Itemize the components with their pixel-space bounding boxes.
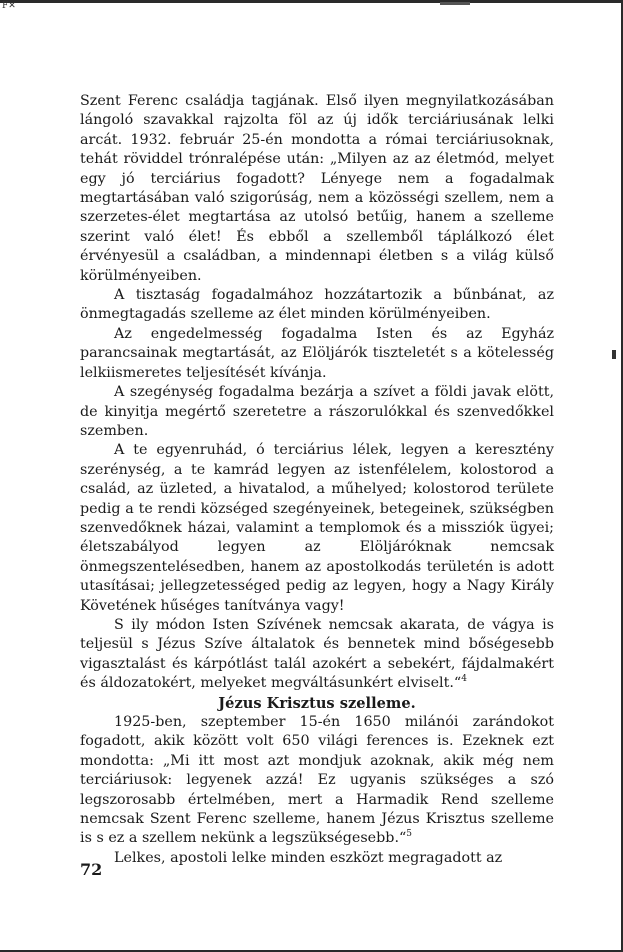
footnote-reference: 4 — [461, 674, 467, 685]
footnote-reference: 5 — [406, 829, 413, 840]
body-text — [80, 92, 554, 868]
paragraph: 1925-ben, szeptember 15-én 1650 milánói zarándokot fogadott, akik között volt 650 világi ferences is. Ezeknek ezt mondotta: „Mi itt most azt mondjuk azoknak, akik még nem terciáriusok: legyenek azzá! Ez ugyanis szükséges a szó legszorosabb értelmében, mert a Harmadik Rend szelleme nemcsak Szent Ferenc szelleme, hanem Jézus Krisztus szelleme is s ez a szellem nekünk a legszükségesebb.“$^5$ — [80, 714, 554, 847]
paragraph: A tisztaság fogadalmához hozzátartozik a bűnbánat, az önmegtagadás szelleme az élet minden körülményeiben. — [80, 287, 554, 323]
paragraph: Az engedelmesség fogadalma Isten és az Egyház parancsainak megtartását, az Elöljárók tiszteletét s a kötelesség lelkiismeretes teljesítését kívánja. — [80, 325, 554, 381]
paragraph: A szegénység fogadalma bezárja a szívet a földi javak elött, de kinyitja megértő szeretetre a rászorulókkal és szenvedőkkel szemben. — [80, 384, 554, 439]
paragraph: Lelkes, apostoli lelke minden eszközt megragadott az — [114, 849, 503, 866]
page-number: 72 — [80, 860, 103, 879]
paragraph: A te egyenruhád, ó terciárius lélek, legyen a keresztény szerénység, a te kamrád legyen az istenfélelem, kolostorod a család, az üzleted, a hivatalod, a műhelyed; kolostorod területe pedig a te rendi községed szegényeinek, betegeinek, szükségben szenvedőknek házai, valamint a templomok és a missziók ügyei; életszabályod legyen az Elöljáróknak nemcsak önmegszentelésedben, hanem az apostolkodás területén is adott utasításai; jellegzetességed pedig az legyen, hogy a Nagy Király Követének hűséges tanítványa vagy! — [80, 442, 554, 614]
corner-scan-mark: F✕ — [2, 1, 16, 11]
scan-smudge — [440, 2, 470, 5]
paragraph: Szent Ferenc családja tagjának. Első ilyen megnyilatkozásában lángoló szavakkal rajzolta föl az új idők terciáriusának lelki arcát. 1932. február 25-én mondotta a római terciáriusoknak, tehát röviddel trónralépése után: „Milyen az az életmód, melyet egy jó terciárius fogadott? Lényege nem a fogadalmak megtartásában való szigorúság, nem a közösségi szellem, nem a szerzetes-élet megtartása az utolsó betűig, hanem a szelleme szerint való élet! És ebből a szellemből táplálkozó élet érvényesül a családban, a mindennapi életben s a világ külső körülményeiben. — [80, 93, 554, 284]
section-heading: Jézus Krisztus szelleme. — [218, 694, 416, 712]
paragraph: S ily módon Isten Szívének nemcsak akarata, de vágya is teljesül s Jézus Szíve általatok és bennetek mind bőségesebb vigasztalást és kárpótlást talál azokért a sebekért, fájdalmakért és áldozatokért, melyeket megváltásunkért elviselt.“$^4$ — [80, 616, 554, 692]
scan-margin-mark — [612, 350, 616, 359]
